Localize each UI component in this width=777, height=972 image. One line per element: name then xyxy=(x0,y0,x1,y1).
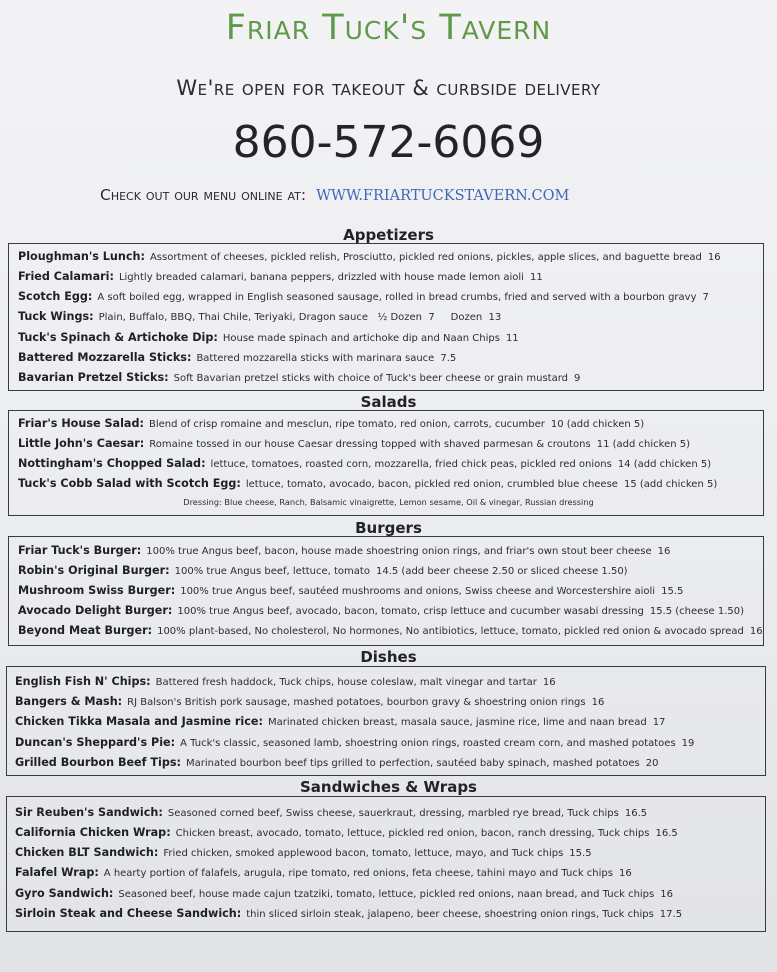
menu-item: Scotch Egg: A soft boiled egg, wrapped in English seasoned sausage, rolled in bread crumbs, fried and served with a bourbon gravy 7 xyxy=(18,290,709,303)
menu-item: Tuck's Cobb Salad with Scotch Egg: lettuce, tomato, avocado, bacon, pickled red onion, crumbled blue cheese 15 (add chicken 5) xyxy=(18,477,718,490)
section-heading-dishes: Dishes xyxy=(360,648,417,666)
menu-item: Mushroom Swiss Burger: 100% true Angus beef, sautéed mushrooms and onions, Swiss cheese and Worcestershire aioli 15.5 xyxy=(18,584,684,597)
section-heading-burgers: Burgers xyxy=(355,519,422,537)
open-notice: We're open for takeout & curbside delivery xyxy=(176,76,601,100)
menu-item: Tuck Wings: Plain, Buffalo, BBQ, Thai Chile, Teriyaki, Dragon sauce ½ Dozen 7 Dozen 13 xyxy=(18,310,502,323)
section-heading-sandwiches: Sandwiches & Wraps xyxy=(299,778,477,796)
menu-item: Bavarian Pretzel Sticks: Soft Bavarian pretzel sticks with choice of Tuck's beer cheese or grain mustard 9 xyxy=(18,371,581,384)
menu-item: Tuck's Spinach & Artichoke Dip: House made spinach and artichoke dip and Naan Chips 11 xyxy=(18,331,519,344)
section-heading-appetizers: Appetizers xyxy=(343,226,434,244)
website-link[interactable]: WWW.FRIARTUCKSTAVERN.COM xyxy=(316,188,570,204)
menu-item: Avocado Delight Burger: 100% true Angus beef, avocado, bacon, tomato, crisp lettuce and cucumber wasabi dressing 15.5 (cheese 1.50) xyxy=(18,604,745,617)
menu-item: Duncan's Sheppard's Pie: A Tuck's classic, seasoned lamb, shoestring onion rings, roasted cream corn, and mashed potatoes 19 xyxy=(15,736,695,749)
menu-item: Robin's Original Burger: 100% true Angus beef, lettuce, tomato 14.5 (add beer cheese 2.50 or sliced cheese 1.50) xyxy=(18,564,628,577)
menu-item: Battered Mozzarella Sticks: Battered mozzarella sticks with marinara sauce 7.5 xyxy=(18,351,457,364)
menu-item: Friar Tuck's Burger: 100% true Angus beef, bacon, house made shoestring onion rings, and friar's own stout beer cheese 16 xyxy=(18,544,671,557)
menu-item: Beyond Meat Burger: 100% plant-based, No cholesterol, No hormones, No antibiotics, lettuce, tomato, pickled red onion & avocado spread 16 xyxy=(18,624,763,637)
menu-item: Ploughman's Lunch: Assortment of cheeses, pickled relish, Prosciutto, pickled red onions, pickles, apple slices, and baguette bread 16 xyxy=(18,250,721,263)
menu-item: Sir Reuben's Sandwich: Seasoned corned beef, Swiss cheese, sauerkraut, dressing, marbled rye bread, Tuck chips 16.5 xyxy=(15,806,648,819)
menu-item: California Chicken Wrap: Chicken breast, avocado, tomato, lettuce, pickled red onion, bacon, ranch dressing, Tuck chips 16.5 xyxy=(15,826,678,839)
menu-item: Sirloin Steak and Cheese Sandwich: thin sliced sirloin steak, jalapeno, beer cheese, shoestring onion rings, Tuck chips 17.5 xyxy=(15,907,683,920)
phone-number: 860-572-6069 xyxy=(232,117,545,168)
menu-item: Nottingham's Chopped Salad: lettuce, tomatoes, roasted corn, mozzarella, fried chick peas, pickled red onions 14 (add chicken 5) xyxy=(18,457,712,470)
menu-item: Gyro Sandwich: Seasoned beef, house made cajun tzatziki, tomato, lettuce, pickled red onions, naan bread, and Tuck chips 16 xyxy=(15,887,673,900)
dressing-note: Dressing: Blue cheese, Ranch, Balsamic vinaigrette, Lemon sesame, Oil & vinegar, Russian dressing xyxy=(183,497,594,507)
section-heading-salads: Salads xyxy=(360,393,417,411)
menu-item: Friar's House Salad: Blend of crisp romaine and mesclun, ripe tomato, red onion, carrots, cucumber 10 (add chicken 5) xyxy=(18,417,645,430)
menu-item: Falafel Wrap: A hearty portion of falafels, arugula, ripe tomato, red onions, feta cheese, tahini mayo and Tuck chips 16 xyxy=(15,866,632,879)
restaurant-title: Friar Tuck's Tavern xyxy=(225,8,552,48)
menu-item: Bangers & Mash: RJ Balson's British pork sausage, mashed potatoes, bourbon gravy & shoestring onion rings 16 xyxy=(15,695,605,708)
online-text: Check out our menu online at: xyxy=(100,186,307,204)
menu-item: Chicken BLT Sandwich: Fried chicken, smoked applewood bacon, tomato, lettuce, mayo, and Tuck chips 15.5 xyxy=(15,846,592,859)
menu-item: Little John's Caesar: Romaine tossed in our house Caesar dressing topped with shaved parmesan & croutons 11 (add chicken 5) xyxy=(18,437,691,450)
menu-item: Fried Calamari: Lightly breaded calamari, banana peppers, drizzled with house made lemon aioli 11 xyxy=(18,270,543,283)
menu-item: Chicken Tikka Masala and Jasmine rice: Marinated chicken breast, masala sauce, jasmine rice, lime and naan bread 17 xyxy=(15,715,666,728)
online-menu-line xyxy=(100,186,569,204)
menu-item: English Fish N' Chips: Battered fresh haddock, Tuck chips, house coleslaw, malt vinegar and tartar 16 xyxy=(15,675,556,688)
menu-item: Grilled Bourbon Beef Tips: Marinated bourbon beef tips grilled to perfection, sautéed baby spinach, mashed potatoes 20 xyxy=(15,756,659,769)
